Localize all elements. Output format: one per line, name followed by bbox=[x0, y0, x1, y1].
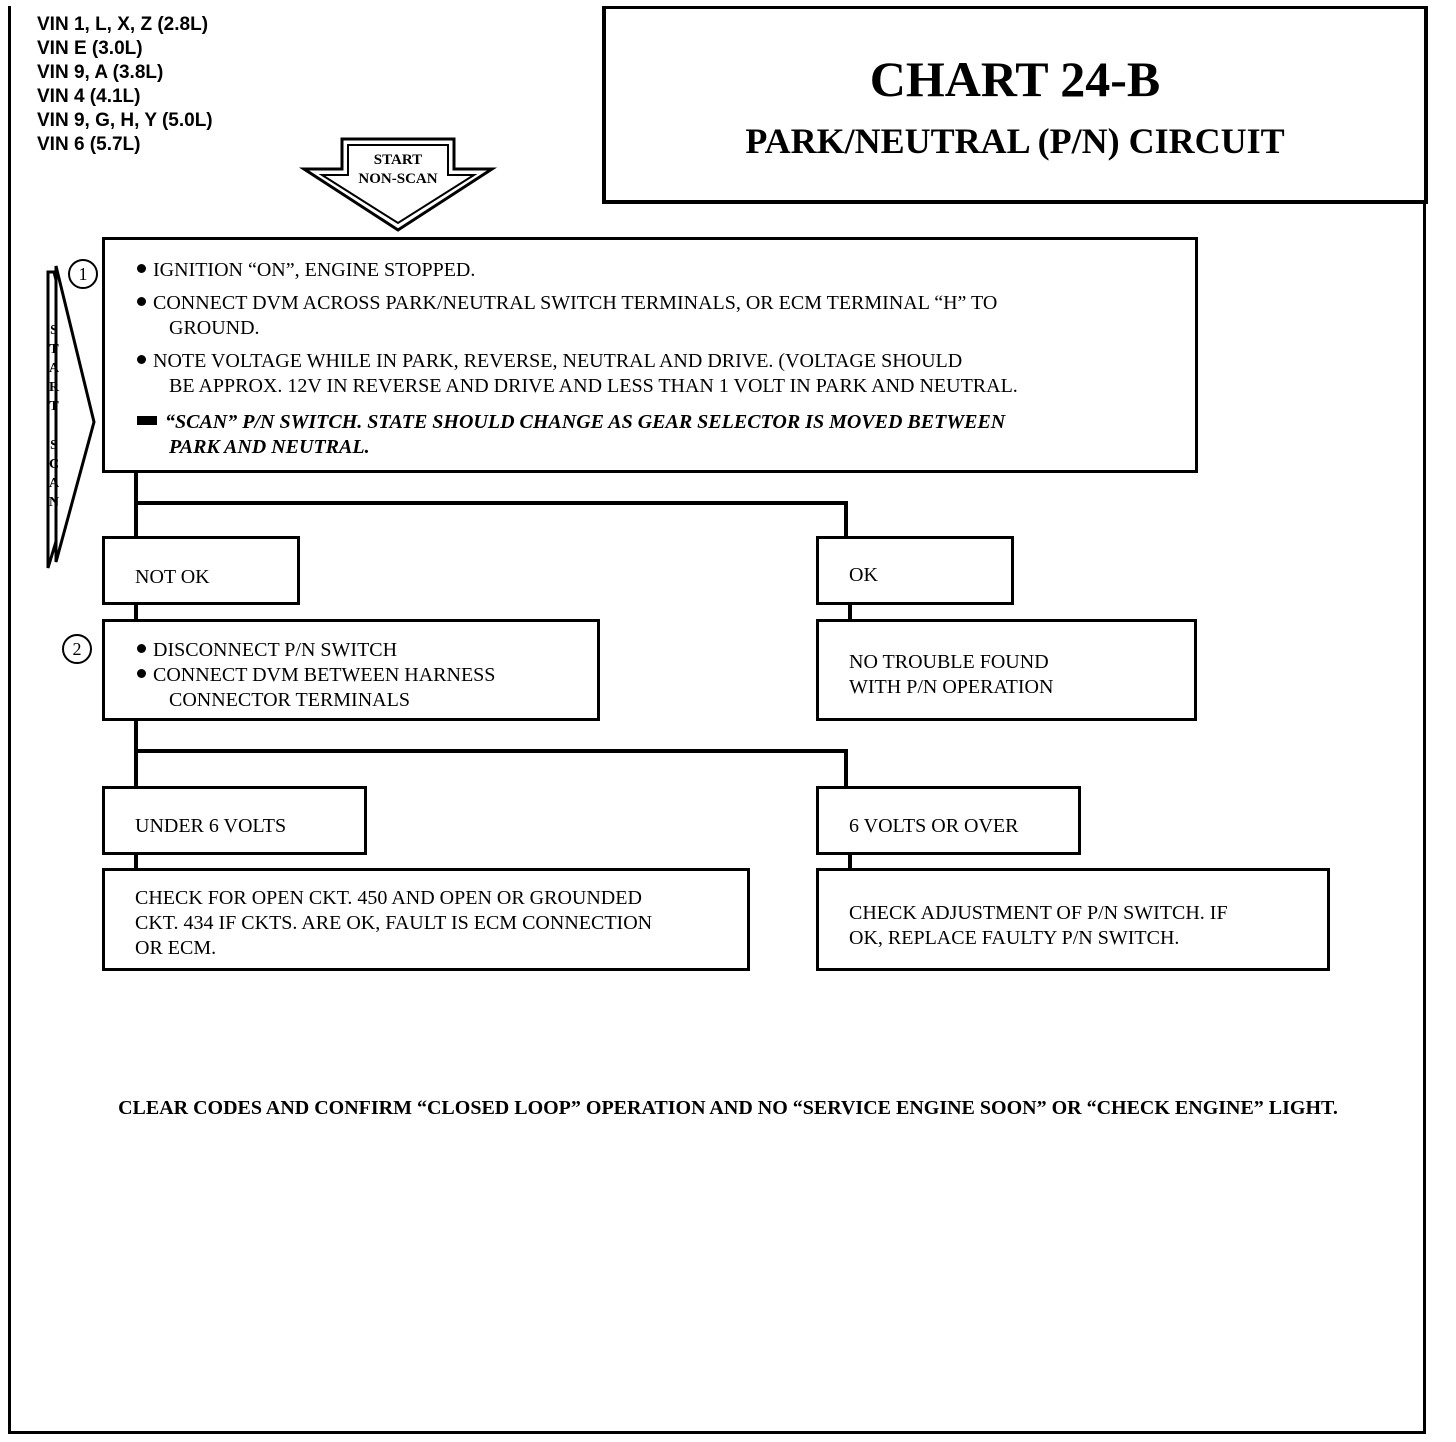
connector-line bbox=[848, 855, 852, 869]
connector-line bbox=[134, 605, 138, 620]
scan-letter: T bbox=[49, 342, 59, 357]
step-1-bullet-cont: GROUND. bbox=[169, 317, 260, 339]
footer-instruction: CLEAR CODES AND CONFIRM “CLOSED LOOP” OPERATION AND NO “SERVICE ENGINE SOON” OR “CHECK ENGINE” LIGHT. bbox=[118, 1097, 1338, 1119]
bullet-dot bbox=[137, 644, 146, 653]
step-1-bullet-text: IGNITION “ON”, ENGINE STOPPED. bbox=[153, 259, 476, 281]
step-2-number: 2 bbox=[62, 634, 92, 664]
connector-line bbox=[134, 855, 138, 869]
step-1-bullet bbox=[137, 349, 962, 374]
chart-subtitle: PARK/NEUTRAL (P/N) CIRCUIT bbox=[745, 121, 1285, 161]
vin-line: VIN E (3.0L) bbox=[37, 38, 143, 59]
check-open-line: CHECK FOR OPEN CKT. 450 AND OPEN OR GROUNDED bbox=[135, 887, 642, 909]
over-6-volts-box bbox=[816, 786, 1081, 855]
step-2-box bbox=[102, 619, 600, 721]
step-2-bullet-text: CONNECT DVM BETWEEN HARNESS bbox=[153, 664, 496, 686]
connector-line bbox=[134, 473, 138, 537]
scan-arrow-front bbox=[56, 266, 94, 562]
step-1-bullet-text: NOTE VOLTAGE WHILE IN PARK, REVERSE, NEUTRAL AND DRIVE. (VOLTAGE SHOULD bbox=[153, 350, 963, 372]
not-ok-box bbox=[102, 536, 300, 605]
step-1-bullet-text: CONNECT DVM ACROSS PARK/NEUTRAL SWITCH TERMINALS, OR ECM TERMINAL “H” TO bbox=[153, 292, 998, 314]
chart-title: CHART 24-B bbox=[869, 51, 1161, 107]
check-open-line: CKT. 434 IF CKTS. ARE OK, FAULT IS ECM CONNECTION bbox=[135, 912, 653, 934]
step-1-bullet-cont: BE APPROX. 12V IN REVERSE AND DRIVE AND LESS THAN 1 VOLT IN PARK AND NEUTRAL. bbox=[169, 375, 1018, 397]
under-6-volts-label: UNDER 6 VOLTS bbox=[135, 815, 287, 837]
connector-line bbox=[844, 501, 848, 537]
non-scan-label: NON-SCAN bbox=[358, 171, 438, 187]
not-ok-label: NOT OK bbox=[135, 566, 210, 588]
scan-letter: S bbox=[50, 438, 58, 453]
connector-line bbox=[848, 605, 852, 620]
vin-line: VIN 1, L, X, Z (2.8L) bbox=[37, 14, 209, 35]
bullet-dot bbox=[137, 669, 146, 678]
vin-line: VIN 9, G, H, Y (5.0L) bbox=[37, 110, 213, 131]
vin-line: VIN 4 (4.1L) bbox=[37, 86, 141, 107]
check-adjustment-box bbox=[816, 868, 1330, 971]
connector-line bbox=[134, 749, 848, 753]
scan-square-icon bbox=[137, 416, 157, 425]
connector-line bbox=[134, 501, 848, 505]
start-non-scan-arrow bbox=[298, 136, 498, 234]
no-trouble-line: NO TROUBLE FOUND bbox=[849, 651, 1049, 673]
bullet-dot bbox=[137, 355, 146, 364]
scan-letter: A bbox=[48, 361, 60, 376]
check-adjust-line: OK, REPLACE FAULTY P/N SWITCH. bbox=[849, 927, 1180, 949]
scan-letter: S bbox=[50, 323, 58, 338]
step-1-bullet bbox=[137, 291, 997, 316]
step-1-bullet bbox=[137, 258, 475, 283]
step-2-bullet-cont: CONNECTOR TERMINALS bbox=[169, 689, 410, 711]
connector-line bbox=[134, 721, 138, 787]
bullet-dot bbox=[137, 264, 146, 273]
scan-letter: A bbox=[48, 476, 60, 491]
scan-letter: N bbox=[48, 495, 60, 510]
step-1-scan-note bbox=[137, 410, 1005, 435]
vin-line: VIN 9, A (3.8L) bbox=[37, 62, 164, 83]
check-open-line: OR ECM. bbox=[135, 937, 217, 959]
ok-box bbox=[816, 536, 1014, 605]
no-trouble-box bbox=[816, 619, 1197, 721]
under-6-volts-box bbox=[102, 786, 367, 855]
step-1-number: 1 bbox=[68, 259, 98, 289]
check-open-circuit-box bbox=[102, 868, 750, 971]
start-scan-arrow bbox=[34, 262, 100, 574]
over-6-volts-label: 6 VOLTS OR OVER bbox=[849, 815, 1019, 837]
step-2-bullet bbox=[137, 663, 495, 688]
scan-letter: R bbox=[48, 380, 60, 395]
no-trouble-line: WITH P/N OPERATION bbox=[849, 676, 1054, 698]
step-2-bullet bbox=[137, 638, 397, 663]
bullet-dot bbox=[137, 297, 146, 306]
step-1-scan-text: “SCAN” P/N SWITCH. STATE SHOULD CHANGE AS GEAR SELECTOR IS MOVED BETWEEN bbox=[165, 411, 1006, 433]
start-label: START bbox=[373, 152, 423, 168]
step-2-bullet-text: DISCONNECT P/N SWITCH bbox=[153, 639, 398, 661]
scan-letter: T bbox=[49, 399, 59, 414]
vin-line: VIN 6 (5.7L) bbox=[37, 134, 141, 155]
check-adjust-line: CHECK ADJUSTMENT OF P/N SWITCH. IF bbox=[849, 902, 1228, 924]
scan-letter: C bbox=[48, 457, 60, 472]
ok-label: OK bbox=[849, 564, 878, 586]
chart-title-box bbox=[602, 6, 1428, 204]
step-1-box bbox=[102, 237, 1198, 473]
connector-line bbox=[844, 749, 848, 787]
step-1-scan-cont: PARK AND NEUTRAL. bbox=[169, 436, 370, 458]
